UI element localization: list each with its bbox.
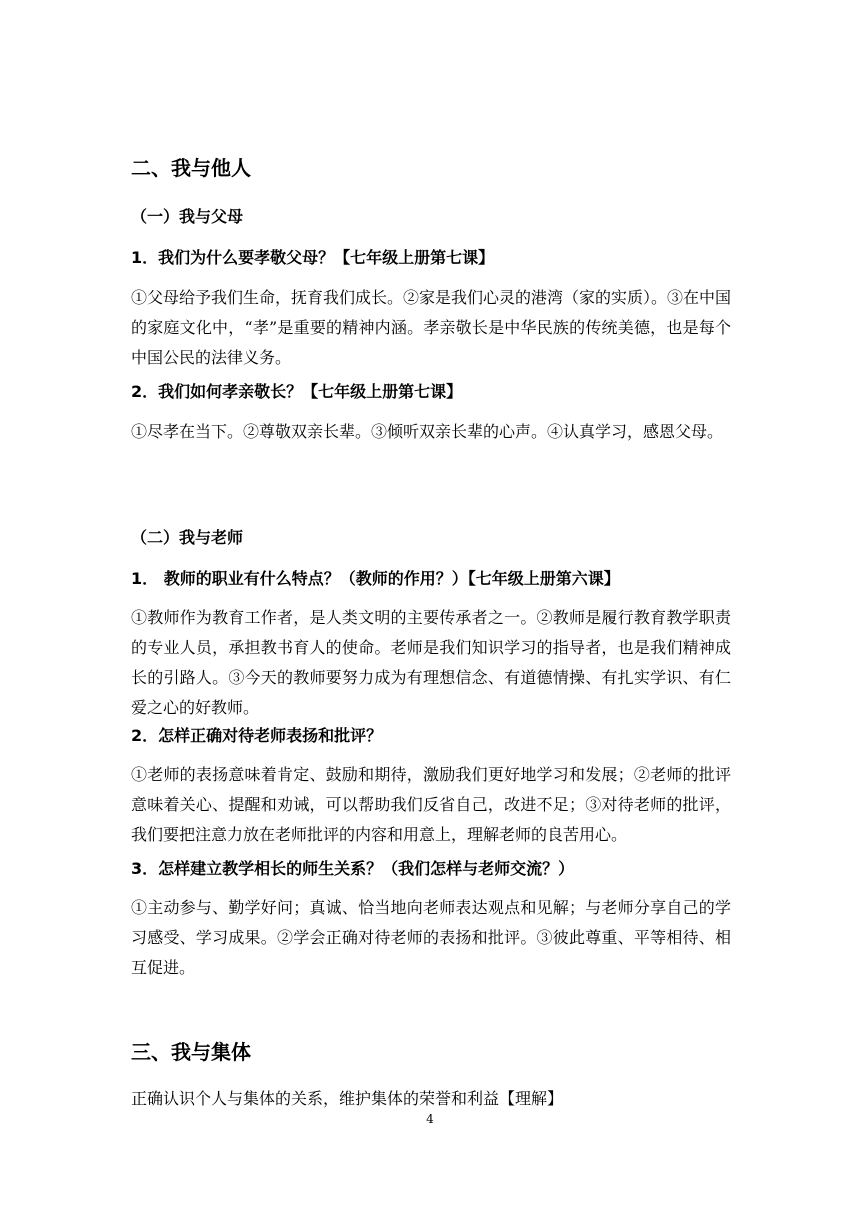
answer-paragraph: ①父母给予我们生命，抚育我们成长。②家是我们心灵的港湾（家的实质）。③在中国的家庭文化中，“孝”是重要的精神内涵。孝亲敬长是中华民族的传统美德，也是每个中国公民的法律义务。 bbox=[131, 288, 732, 367]
question-heading: 1．我们为什么要孝敬父母？【七年级上册第七课】 bbox=[131, 248, 495, 267]
section-heading-others: 二、我与他人 bbox=[131, 156, 251, 180]
question-heading: 2．我们如何孝亲敬长？【七年级上册第七课】 bbox=[131, 382, 463, 401]
subsection-heading-parents: （一）我与父母 bbox=[131, 207, 244, 226]
answer-paragraph: ①尽孝在当下。②尊敬双亲长辈。③倾听双亲长辈的心声。④认真学习，感恩父母。 bbox=[131, 422, 724, 441]
question-heading: 2．怎样正确对待老师表扬和批评？ bbox=[131, 726, 383, 745]
body-text-line: 正确认识个人与集体的关系，维护集体的荣誉和利益【理解】 bbox=[131, 1089, 564, 1108]
answer-paragraph: ①老师的表扬意味着肯定、鼓励和期待，激励我们更好地学习和发展；②老师的批评意味着关心、提醒和劝诫，可以帮助我们反省自己，改进不足；③对待老师的批评，我们要把注意力放在老师批评的内容和用意上，理解老师的良苦用心。 bbox=[131, 765, 731, 844]
question-heading: 3．怎样建立教学相长的师生关系？（我们怎样与老师交流？） bbox=[131, 859, 575, 878]
question-heading: 1． 教师的职业有什么特点？（教师的作用？）【七年级上册第六课】 bbox=[131, 569, 620, 588]
subsection-heading-teachers: （二）我与老师 bbox=[131, 528, 244, 547]
page-number: 4 bbox=[426, 1112, 434, 1126]
answer-paragraph: ①教师作为教育工作者，是人类文明的主要传承者之一。②教师是履行教育教学职责的专业人员，承担教书育人的使命。老师是我们知识学习的指导者，也是我们精神成长的引路人。③今天的教师要努力成为有理想信念、有道德情操、有扎实学识、有仁爱之心的好教师。 bbox=[131, 608, 731, 717]
section-heading-collective: 三、我与集体 bbox=[131, 1040, 251, 1064]
answer-paragraph: ①主动参与、勤学好问；真诚、恰当地向老师表达观点和见解；与老师分享自己的学习感受、学习成果。②学会正确对待老师的表扬和批评。③彼此尊重、平等相待、相互促进。 bbox=[131, 898, 731, 977]
